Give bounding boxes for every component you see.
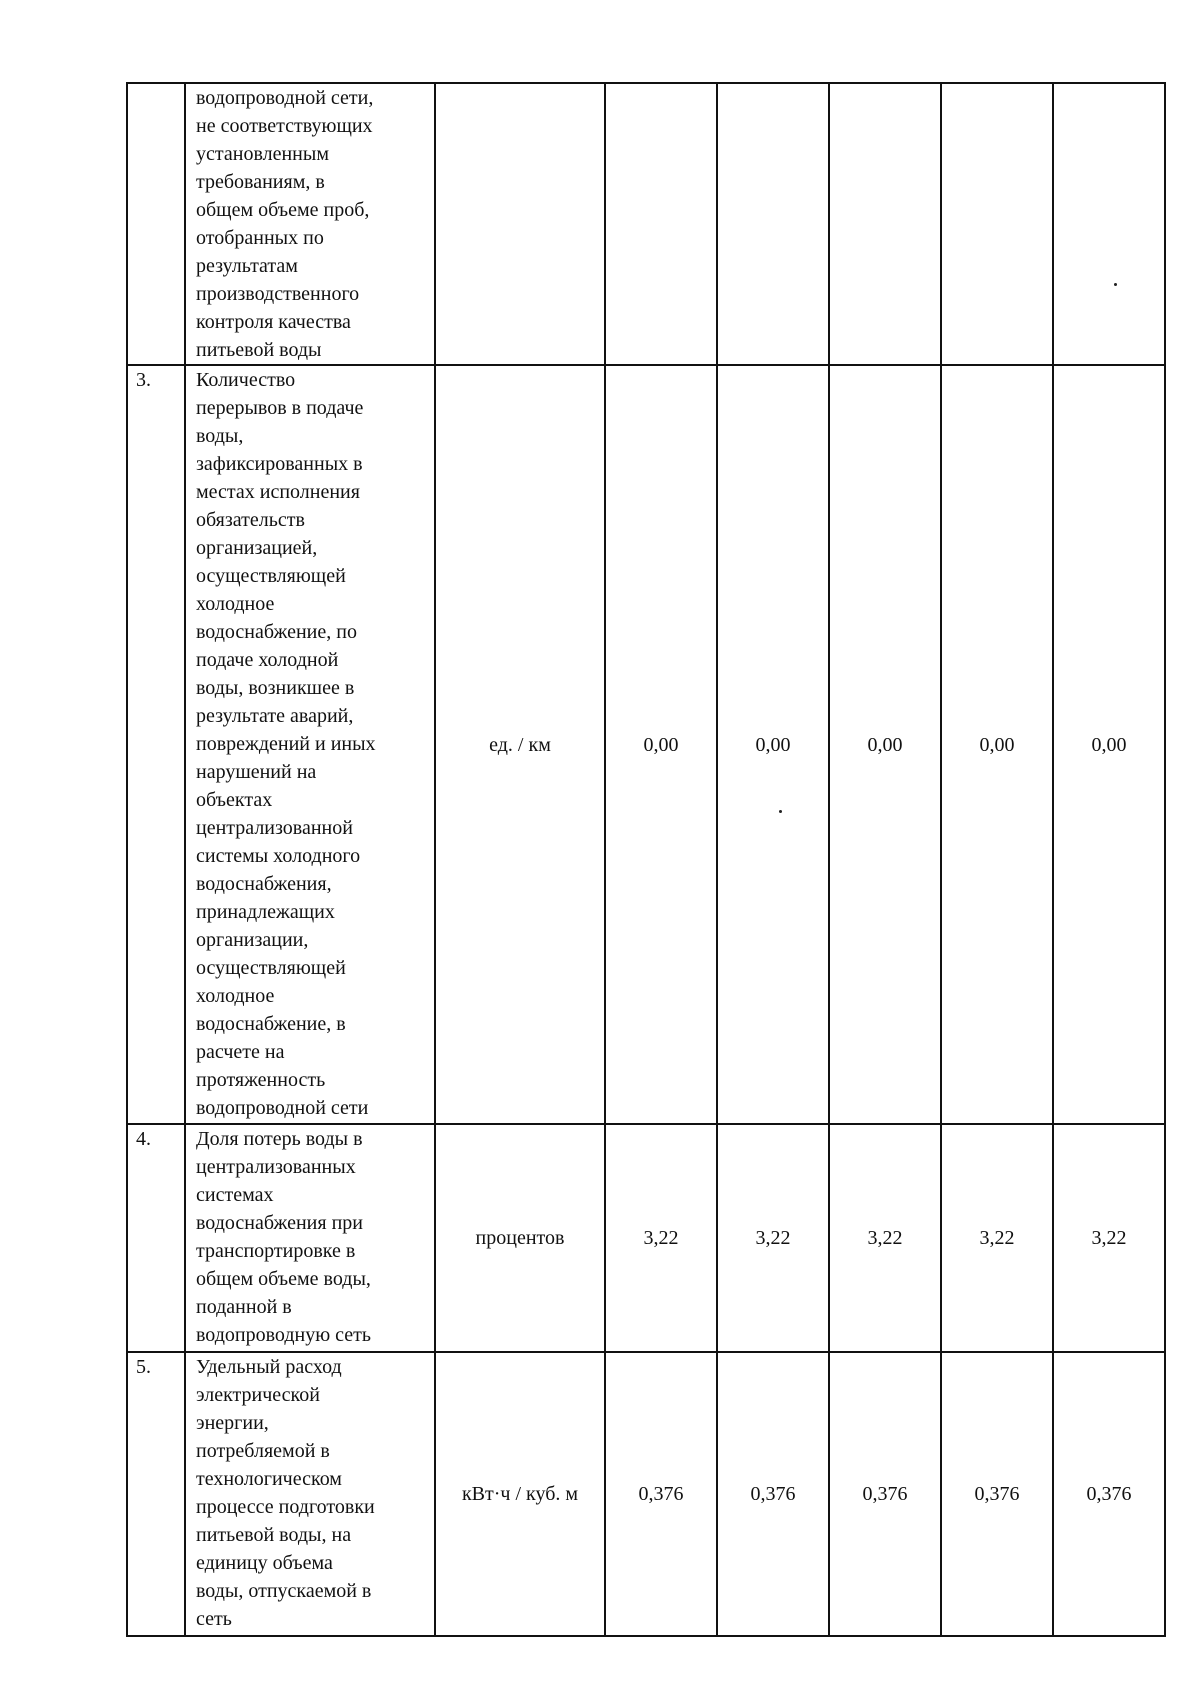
indicator-name-line: общем объеме воды, [196, 1268, 371, 1290]
indicator-name-line: организации, [196, 929, 309, 951]
scan-speck [1114, 283, 1117, 286]
value-cell [1053, 83, 1165, 365]
value-cell: 3,22 [717, 1124, 829, 1352]
indicator-name-line: подаче холодной [196, 649, 339, 671]
indicator-name-line: технологическом [196, 1468, 342, 1490]
indicator-name-line: перерывов в подаче [196, 397, 364, 419]
value-cell: 3,22 [1053, 1124, 1165, 1352]
indicator-name-line: централизованных [196, 1156, 356, 1178]
indicator-name-line: принадлежащих [196, 901, 335, 923]
indicator-name-line: процессе подготовки [196, 1496, 375, 1518]
indicator-name-line: результатам [196, 255, 298, 277]
table-body [127, 83, 1165, 1636]
indicator-name-line: водопроводной сети, [196, 87, 374, 109]
unit-cell: кВт·ч / куб. м [435, 1352, 605, 1636]
indicator-name-line: местах исполнения [196, 481, 360, 503]
unit-cell [435, 83, 605, 365]
unit-cell: процентов [435, 1124, 605, 1352]
indicator-name-line: питьевой воды, на [196, 1524, 352, 1546]
indicator-name-line: нарушений на [196, 761, 317, 783]
indicator-name-line: не соответствующих [196, 115, 373, 137]
indicator-name-line: Доля потерь воды в [196, 1128, 363, 1150]
value-cell: 0,00 [829, 365, 941, 1124]
indicator-name-line: водоснабжение, по [196, 621, 357, 643]
indicator-name-line: сеть [196, 1608, 232, 1630]
indicator-name-line: холодное [196, 985, 275, 1007]
indicator-name-line: требованиям, в [196, 171, 325, 193]
table-row [127, 365, 1165, 1124]
indicator-name-line: водоснабжение, в [196, 1013, 346, 1035]
scan-speck [779, 810, 782, 813]
indicator-name-line: воды, возникшее в [196, 677, 355, 699]
value-cell: 3,22 [941, 1124, 1053, 1352]
indicator-name-line: организацией, [196, 537, 318, 559]
indicator-name-line: зафиксированных в [196, 453, 363, 475]
row-number-cell: 5. [127, 1352, 185, 1636]
value-cell: 0,00 [1053, 365, 1165, 1124]
value-cell: 3,22 [829, 1124, 941, 1352]
row-number-cell: 4. [127, 1124, 185, 1352]
unit-cell: ед. / км [435, 365, 605, 1124]
indicator-name-line: протяженность [196, 1069, 326, 1091]
indicator-name-line: транспортировке в [196, 1240, 356, 1262]
indicator-name-line: установленным [196, 143, 329, 165]
indicator-name-line: водоснабжения при [196, 1212, 363, 1234]
value-cell: 3,22 [605, 1124, 717, 1352]
indicator-name-line: электрической [196, 1384, 320, 1406]
table-row [127, 83, 1165, 365]
indicator-name-line: единицу объема [196, 1552, 333, 1574]
indicator-name-line: отобранных по [196, 227, 324, 249]
indicator-name-cell [185, 83, 435, 365]
indicator-name-line: холодное [196, 593, 275, 615]
value-cell: 0,00 [941, 365, 1053, 1124]
indicator-name-line: энергии, [196, 1412, 269, 1434]
value-cell: 0,376 [829, 1352, 941, 1636]
value-cell: 0,376 [605, 1352, 717, 1636]
indicator-name-line: поданной в [196, 1296, 292, 1318]
indicator-name-line: повреждений и иных [196, 733, 376, 755]
indicator-name-cell [185, 1352, 435, 1636]
indicator-name-line: централизованной [196, 817, 353, 839]
value-cell: 0,00 [605, 365, 717, 1124]
indicator-name-cell [185, 365, 435, 1124]
table-row [127, 1352, 1165, 1636]
value-cell: 0,376 [717, 1352, 829, 1636]
indicator-name-line: Удельный расход [196, 1356, 342, 1378]
indicator-name-line: водоснабжения, [196, 873, 332, 895]
indicator-name-line: обязательств [196, 509, 305, 531]
row-number-cell [127, 83, 185, 365]
value-cell: 0,376 [1053, 1352, 1165, 1636]
indicators-table [126, 82, 1166, 1637]
value-cell: 0,00 [717, 365, 829, 1124]
indicator-name-line: водопроводную сеть [196, 1324, 372, 1346]
indicator-name-line: общем объеме проб, [196, 199, 370, 221]
indicator-name-line: потребляемой в [196, 1440, 330, 1462]
indicator-name-line: водопроводной сети [196, 1097, 369, 1119]
indicator-name-line: воды, [196, 425, 244, 447]
indicator-name-line: осуществляющей [196, 957, 346, 979]
indicator-name-line: расчете на [196, 1041, 285, 1063]
indicator-name-line: производственного [196, 283, 360, 305]
indicator-name-line: объектах [196, 789, 273, 811]
value-cell [605, 83, 717, 365]
indicator-name-line: осуществляющей [196, 565, 346, 587]
value-cell [717, 83, 829, 365]
indicator-name-cell [185, 1124, 435, 1352]
value-cell [829, 83, 941, 365]
table-row [127, 1124, 1165, 1352]
value-cell: 0,376 [941, 1352, 1053, 1636]
indicator-name-line: воды, отпускаемой в [196, 1580, 372, 1602]
indicator-name-line: системах [196, 1184, 274, 1206]
indicator-name-line: питьевой воды [196, 339, 322, 361]
indicator-name-line: Количество [196, 369, 296, 391]
indicator-name-line: контроля качества [196, 311, 351, 333]
value-cell [941, 83, 1053, 365]
indicator-name-line: системы холодного [196, 845, 361, 867]
indicator-name-line: результате аварий, [196, 705, 354, 727]
row-number-cell: 3. [127, 365, 185, 1124]
